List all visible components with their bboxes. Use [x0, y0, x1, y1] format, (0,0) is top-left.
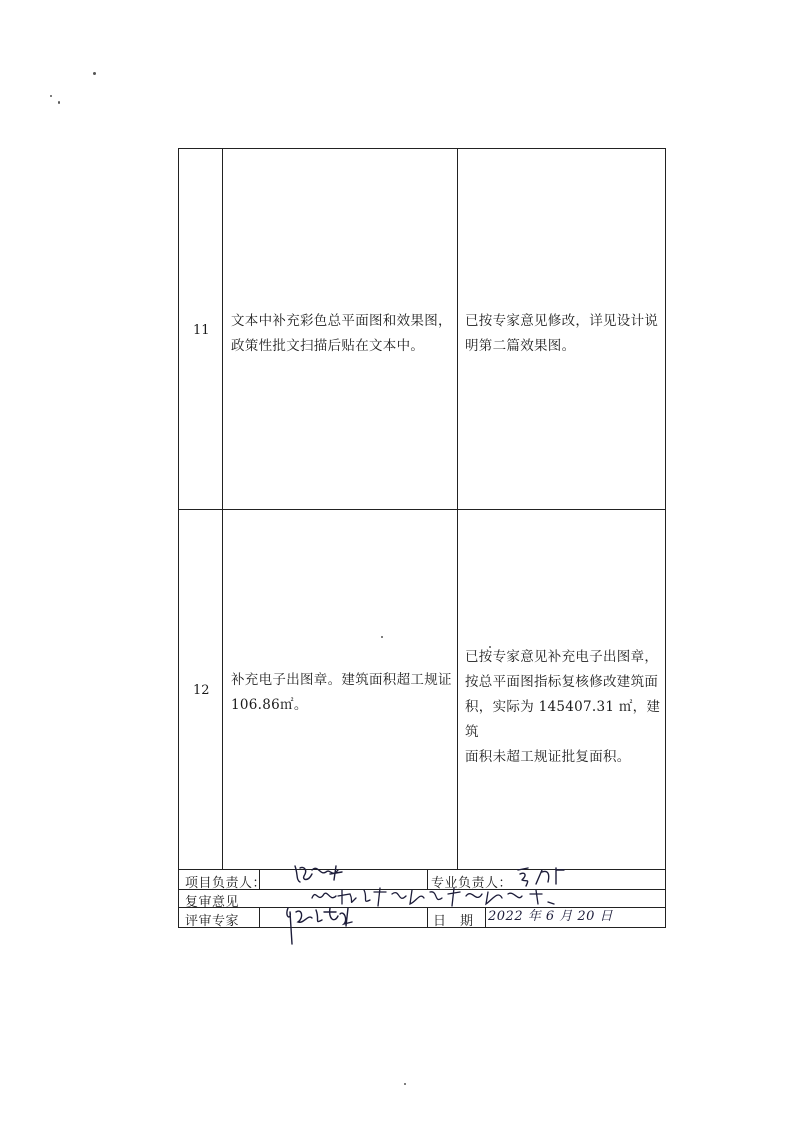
row-divider [179, 509, 665, 510]
response-line: 按总平面图指标复核修改建筑面 [465, 674, 659, 690]
project-lead-label: 项目负责人： [185, 876, 267, 891]
response-line: 积，实际为 145407.31 ㎡，建筑 [465, 699, 661, 740]
scan-speck [93, 72, 96, 75]
comment-cell [231, 309, 453, 359]
row-number: 12 [193, 683, 210, 698]
scan-speck [404, 1083, 406, 1085]
comment-line: 106.86㎡。 [231, 697, 308, 713]
footer-divider [485, 907, 486, 927]
response-cell [465, 309, 663, 359]
review-opinion-label: 复审意见 [185, 895, 240, 910]
row-divider [179, 869, 665, 870]
comment-line: 文本中补充彩色总平面图和效果图， [231, 313, 452, 329]
project-lead-signature [290, 860, 350, 886]
review-expert-signature [282, 904, 362, 950]
scan-speck [50, 95, 52, 97]
date-label: 日 期 [433, 914, 474, 929]
footer-divider [259, 907, 260, 927]
scan-speck [58, 101, 60, 104]
specialty-lead-label: 专业负责人： [431, 876, 513, 891]
handwritten-date [488, 905, 613, 924]
date-value: 2022 年 6 月 20 日 [488, 909, 614, 924]
footer-divider [427, 907, 428, 927]
response-line: 面积未超工规证批复面积。 [465, 749, 631, 765]
comment-cell [231, 668, 453, 718]
review-expert-label: 评审专家 [185, 914, 240, 929]
response-line: 明第二篇效果图。 [465, 338, 576, 354]
row-number: 11 [193, 323, 210, 338]
comment-line: 政策性批文扫描后贴在文本中。 [231, 338, 425, 354]
review-table [178, 148, 666, 928]
response-line: 已按专家意见修改，详见设计说 [465, 313, 659, 329]
response-cell [465, 645, 663, 770]
response-line: 已按专家意见补充电子出图章， [465, 649, 659, 665]
comment-line: 补充电子出图章。建筑面积超工规证 [231, 672, 452, 688]
